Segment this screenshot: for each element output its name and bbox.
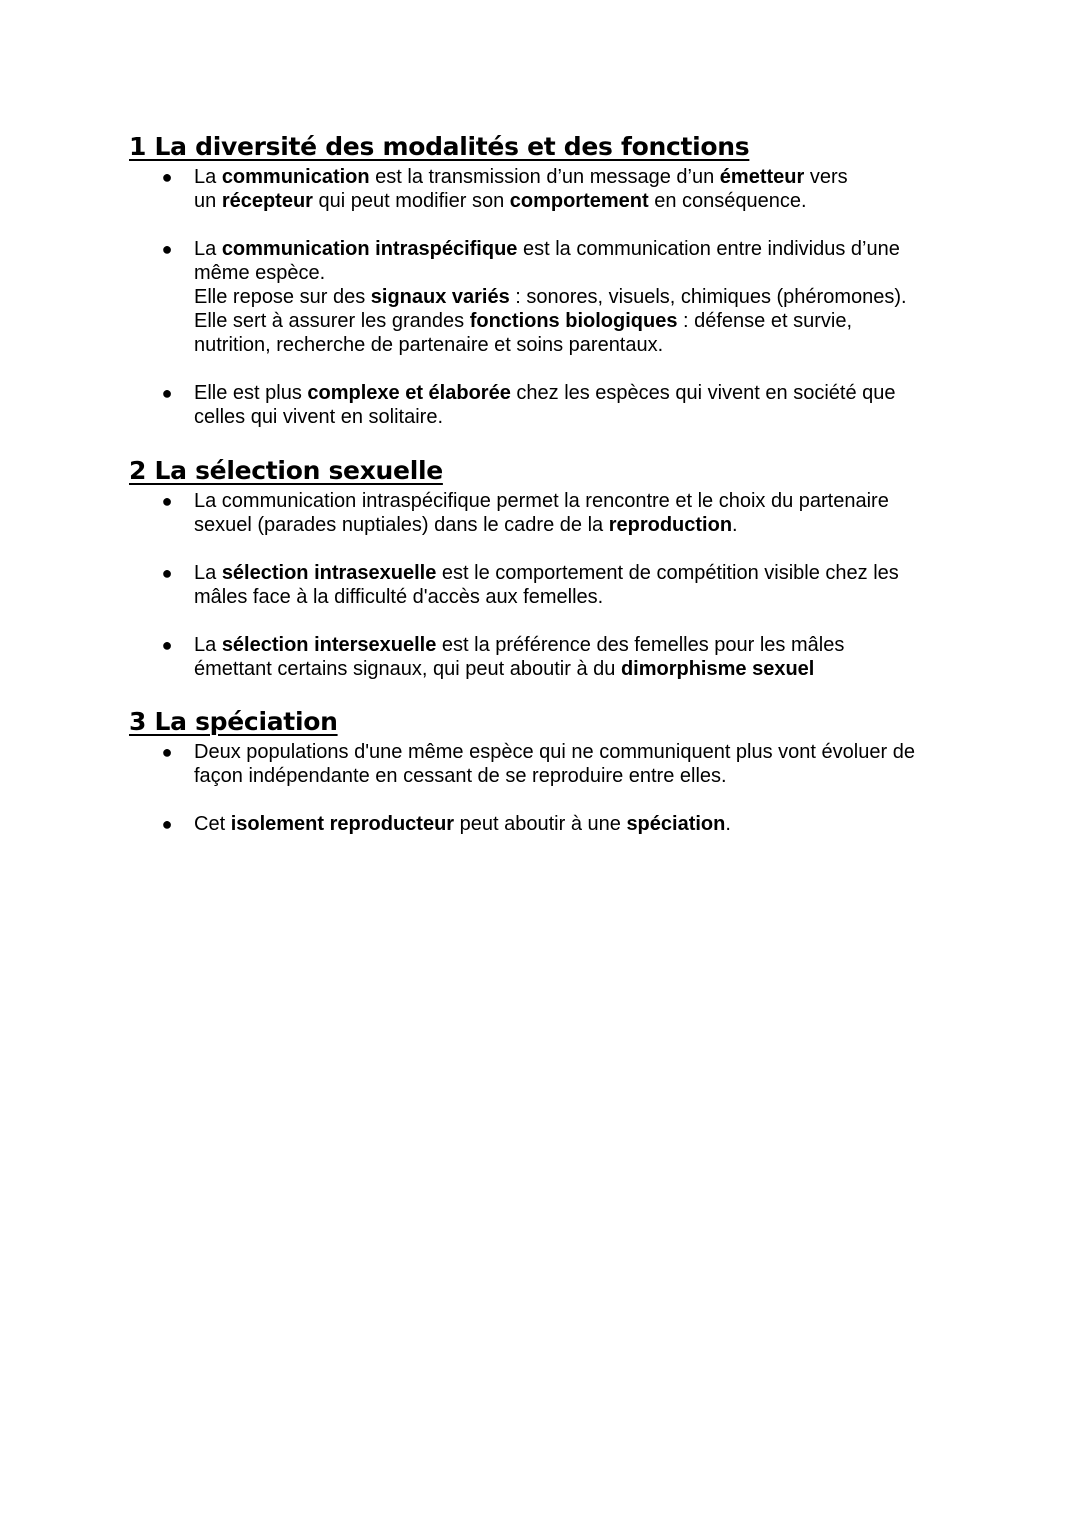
list-item	[129, 489, 989, 537]
list-item	[129, 165, 989, 213]
bold-term: récepteur	[221, 190, 313, 212]
text-run: est la communication entre individus d’une	[517, 238, 900, 260]
bold-term: sélection intersexuelle	[221, 634, 437, 656]
bullet-icon: ●	[161, 239, 173, 259]
text-line	[194, 740, 989, 764]
text-line	[194, 812, 989, 836]
text-run: La communication intraspécifique permet la rencontre et le choix du partenaire	[194, 490, 889, 512]
bold-term: communication	[221, 166, 370, 188]
text-line	[194, 381, 989, 405]
bold-term: spéciation	[626, 813, 726, 835]
bold-term: signaux variés	[370, 286, 510, 308]
text-run: La	[194, 238, 222, 260]
bullet-list	[129, 165, 989, 429]
text-run: : défense et survie,	[677, 310, 852, 332]
bullet-icon: ●	[161, 491, 173, 511]
text-run: en conséquence.	[648, 190, 807, 212]
bold-term: sélection intrasexuelle	[221, 562, 437, 584]
bold-term: fonctions biologiques	[469, 310, 678, 332]
text-run: sexuel (parades nuptiales) dans le cadre de la	[194, 514, 609, 536]
text-line	[194, 333, 989, 357]
text-run: émettant certains signaux, qui peut aboutir à du	[194, 658, 621, 680]
bullet-icon: ●	[161, 563, 173, 583]
text-run: un	[194, 190, 222, 212]
section-diversite	[129, 131, 989, 429]
text-run: La	[194, 166, 222, 188]
text-run: est la préférence des femelles pour les mâles	[436, 634, 845, 656]
text-run: La	[194, 634, 222, 656]
bullet-list	[129, 489, 989, 681]
text-run: qui peut modifier son	[312, 190, 510, 212]
text-line	[194, 261, 989, 285]
text-line	[194, 165, 989, 189]
section-speciation	[129, 706, 989, 836]
text-line	[194, 285, 989, 309]
text-run: vers	[804, 166, 848, 188]
text-run: Elle repose sur des	[194, 286, 371, 308]
list-item	[129, 237, 989, 357]
text-line	[194, 633, 989, 657]
text-run: Elle est plus	[194, 382, 308, 404]
bold-term: complexe et élaborée	[307, 382, 511, 404]
text-line	[194, 189, 989, 213]
text-run: mâles face à la difficulté d'accès aux femelles.	[194, 586, 604, 608]
list-item	[129, 381, 989, 429]
bold-term: isolement reproducteur	[230, 813, 455, 835]
text-run: nutrition, recherche de partenaire et soins parentaux.	[194, 334, 664, 356]
text-line	[194, 561, 989, 585]
text-line	[194, 489, 989, 513]
bullet-list	[129, 740, 989, 836]
list-item	[129, 633, 989, 681]
section-selection-sexuelle	[129, 455, 989, 681]
text-line	[194, 513, 989, 537]
text-run: La	[194, 562, 222, 584]
text-line	[194, 309, 989, 333]
text-run: même espèce.	[194, 262, 326, 284]
bullet-icon: ●	[161, 167, 173, 187]
text-run: peut aboutir à une	[454, 813, 627, 835]
text-run: .	[725, 813, 731, 835]
bold-term: reproduction	[608, 514, 733, 536]
text-line	[194, 764, 989, 788]
text-run: Elle sert à assurer les grandes	[194, 310, 470, 332]
section-heading: 3 La spéciation	[129, 707, 338, 736]
bullet-icon: ●	[161, 635, 173, 655]
section-heading: 2 La sélection sexuelle	[129, 456, 443, 485]
bullet-icon: ●	[161, 814, 173, 834]
text-run: Cet	[194, 813, 231, 835]
text-line	[194, 405, 989, 429]
text-line	[194, 585, 989, 609]
text-run: : sonores, visuels, chimiques (phéromones).	[509, 286, 907, 308]
text-run: celles qui vivent en solitaire.	[194, 406, 444, 428]
text-run: .	[732, 514, 738, 536]
bold-term: comportement	[509, 190, 649, 212]
list-item	[129, 561, 989, 609]
text-run: est le comportement de compétition visible chez les	[436, 562, 899, 584]
text-run: Deux populations d'une même espèce qui ne communiquent plus vont évoluer de	[194, 741, 915, 763]
text-line	[194, 237, 989, 261]
text-run: façon indépendante en cessant de se reproduire entre elles.	[194, 765, 727, 787]
text-line	[194, 657, 989, 681]
bold-term: émetteur	[719, 166, 805, 188]
bold-term: communication intraspécifique	[221, 238, 518, 260]
text-run: est la transmission d’un message d’un	[369, 166, 720, 188]
bullet-icon: ●	[161, 383, 173, 403]
section-heading: 1 La diversité des modalités et des fonctions	[129, 132, 750, 161]
list-item	[129, 740, 989, 788]
bullet-icon: ●	[161, 742, 173, 762]
list-item	[129, 812, 989, 836]
bold-term: dimorphisme sexuel	[620, 658, 815, 680]
text-run: chez les espèces qui vivent en société que	[510, 382, 896, 404]
